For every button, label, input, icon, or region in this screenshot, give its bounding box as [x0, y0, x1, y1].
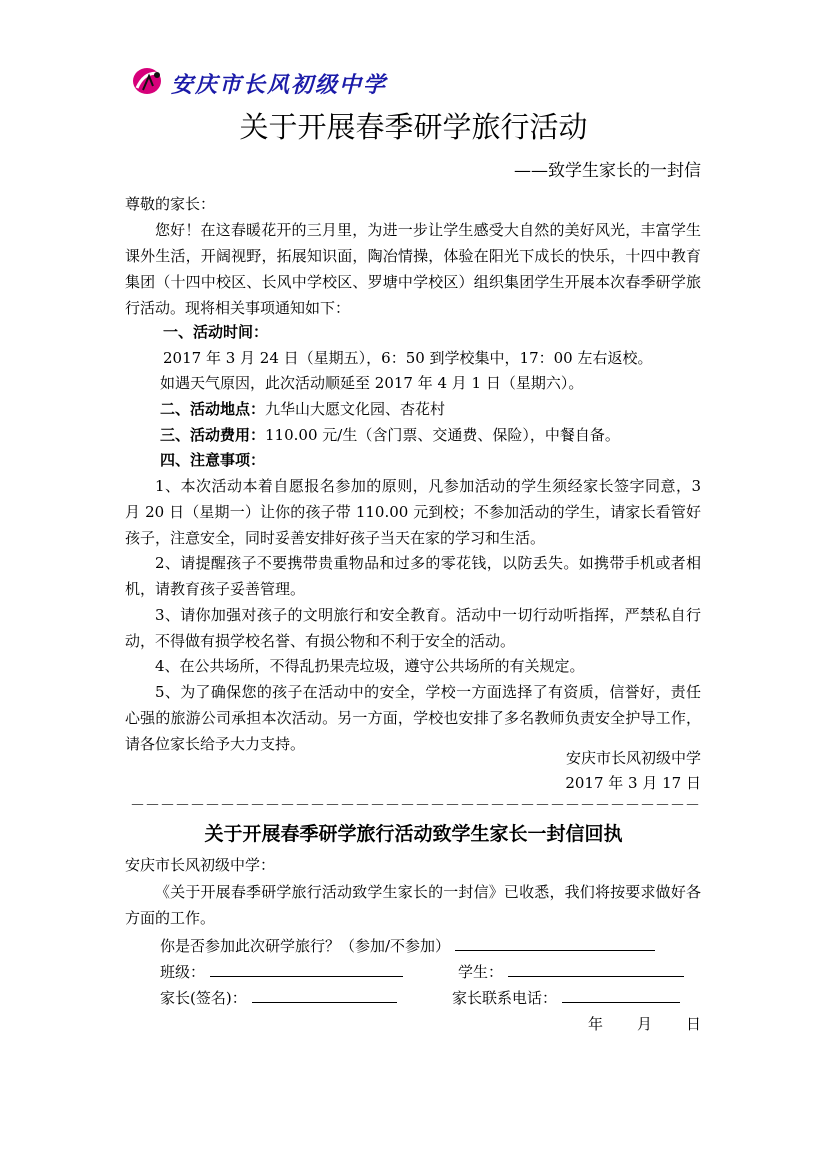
participation-question-label: 你是否参加此次研学旅行？（参加/不参加） — [160, 937, 451, 955]
note-5: 5、为了确保您的孩子在活动中的安全，学校一方面选择了有资质，信誉好，责任心强的旅游公司承担本次活动。另一方面，学校也安排了多名教师负责安全护导工作，请各位家长给予大力支持。 — [125, 683, 701, 753]
parent-phone-field[interactable] — [562, 987, 680, 1003]
signature-date: 2017 年 3 月 17 日 — [565, 774, 701, 792]
class-row — [160, 959, 403, 985]
section-1-line-1: 2017 年 3 月 24 日（星期五），6：50 到学校集中，17：00 左右返校。 — [163, 349, 653, 367]
letter-intro: 您好！在这春暖花开的三月里，为进一步让学生感受大自然的美好风光，丰富学生课外生活，开阔视野，拓展知识面，陶冶情操，体验在阳光下成长的快乐，十四中教育集团（十四中校区、长风中学校区、罗塘中学校区）组织集团学生开展本次春季研学旅行活动。现将相关事项通知如下： — [125, 221, 701, 317]
participation-question-row — [160, 933, 655, 959]
phone-row — [452, 985, 680, 1011]
section-3 — [160, 422, 620, 448]
school-emblem-icon — [131, 66, 165, 96]
section-2-value: 九华山大愿文化园、杏花村 — [265, 400, 446, 418]
receipt-day: 日 — [685, 1015, 701, 1033]
signature-org: 安庆市长风初级中学 — [565, 749, 701, 767]
section-4-heading: 四、注意事项： — [160, 451, 266, 469]
receipt-year: 年 — [587, 1015, 603, 1033]
student-row — [458, 959, 684, 985]
letter-subtitle: ——致学生家长的一封信 — [514, 161, 701, 181]
parent-signature-label: 家长(签名)： — [160, 989, 247, 1007]
section-2-heading: 二、活动地点： — [160, 400, 266, 418]
receipt-body: 《关于开展春季研学旅行活动致学生家长的一封信》已收悉，我们将按要求做好各方面的工作。 — [125, 883, 701, 927]
class-field[interactable] — [210, 961, 403, 977]
participation-answer-field[interactable] — [455, 935, 655, 951]
note-4: 4、在公共场所，不得乱扔果壳垃圾，遵守公共场所的有关规定。 — [155, 657, 585, 675]
school-logo-text: 安庆市长风初级中学 — [171, 73, 388, 98]
student-label: 学生： — [458, 963, 504, 981]
section-3-value: 110.00 元/生（含门票、交通费、保险），中餐自备。 — [265, 426, 620, 444]
receipt-month: 月 — [636, 1015, 652, 1033]
note-2: 2、请提醒孩子不要携带贵重物品和过多的零花钱，以防丢失。如携带手机或者相机，请教育孩子妥善管理。 — [125, 554, 701, 598]
class-label: 班级： — [160, 963, 206, 981]
section-1-heading: 一、活动时间： — [163, 323, 269, 341]
section-1-line-2: 如遇天气原因，此次活动顺延至 2017 年 4 月 1 日（星期六）。 — [160, 374, 584, 392]
parent-signature-field[interactable] — [252, 987, 397, 1003]
section-3-heading: 三、活动费用： — [160, 426, 266, 444]
student-field[interactable] — [508, 961, 684, 977]
receipt-title: 关于开展春季研学旅行活动致学生家长一封信回执 — [204, 823, 623, 845]
section-2 — [160, 396, 445, 422]
cut-line-separator: －－－－－－－－－－－－－－－－－－－－－－－－－－－－－－－－－－－－－－ — [130, 796, 700, 814]
letter-title: 关于开展春季研学旅行活动 — [239, 110, 588, 144]
parent-phone-label: 家长联系电话： — [452, 989, 558, 1007]
note-3: 3、请你加强对孩子的文明旅行和安全教育。活动中一切行动听指挥，严禁私自行动，不得做有损学校名誉、有损公物和不利于安全的活动。 — [125, 606, 701, 650]
letter-salutation: 尊敬的家长： — [125, 195, 216, 213]
receipt-date-row — [588, 1011, 701, 1037]
receipt-recipient: 安庆市长风初级中学： — [125, 856, 276, 874]
parent-row — [160, 985, 397, 1011]
note-1: 1、本次活动本着自愿报名参加的原则，凡参加活动的学生须经家长签字同意，3 月 20 日（星期一）让你的孩子带 110.00 元到校；不参加活动的学生，请家长看管好孩子，注意安全，同时妥善安排好孩子当天在家的学习和生活。 — [125, 477, 701, 547]
